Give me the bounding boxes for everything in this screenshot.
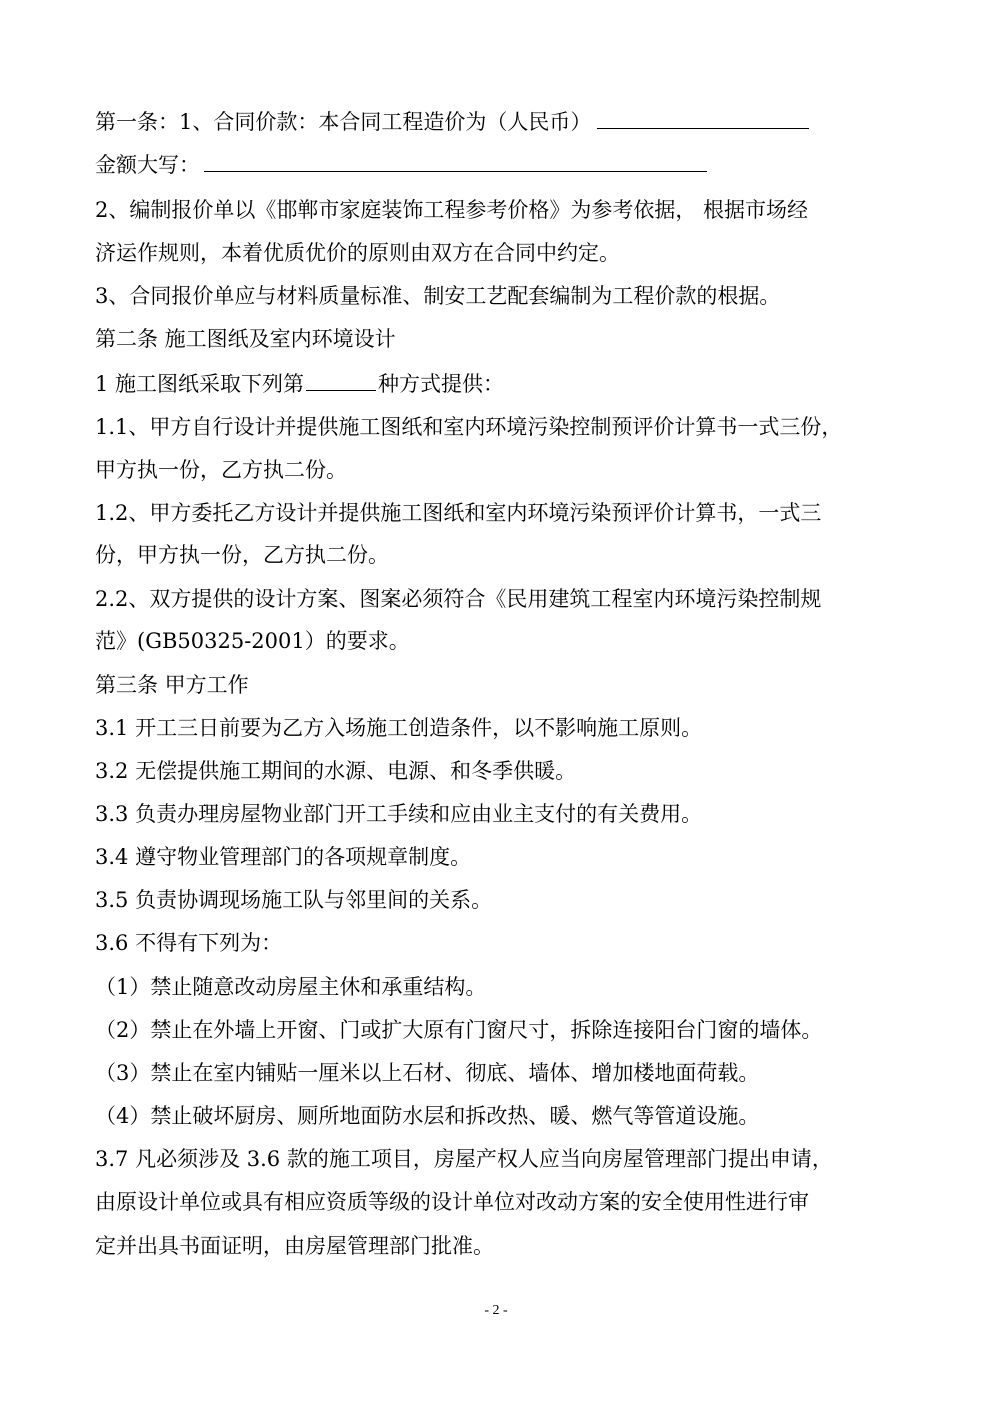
drawing-method-text-after: 种方式提供： [378,372,505,396]
list-item [95,973,486,1001]
paragraph-text: 2、编制报价单以《邯郸市家庭装饰工程参考价格》为参考依据， 根据市场经 [95,198,809,222]
section-heading [95,325,396,353]
amount-in-words-blank [204,150,707,172]
paragraph-line [95,282,780,310]
paragraph-text: 份，甲方执一份，乙方执二份。 [95,543,389,567]
paragraph-line [95,585,821,613]
paragraph-line [95,541,389,569]
clause-1-price-text: 第一条：1、合同价款：本合同工程造价为（人民币） [95,110,592,134]
section-heading-text: 第二条 施工图纸及室内环境设计 [95,327,396,351]
clause-1-price-line [95,107,809,136]
paragraph-line [95,714,702,742]
paragraph-text: 3、合同报价单应与材料质量标准、制安工艺配套编制为工程价款的根据。 [95,284,781,308]
amount-in-words-label: 金额大写： [95,153,200,177]
paragraph-line [95,456,347,484]
paragraph-text: 1.1、甲方自行设计并提供施工图纸和室内环境污染控制预评价计算书一式三份， [95,415,843,439]
paragraph-line [95,757,576,785]
paragraph-line [95,843,471,871]
price-blank [597,107,809,129]
paragraph-text: 3.4 遵守物业管理部门的各项规章制度。 [95,845,472,869]
paragraph-text: 3.5 负责协调现场施工队与邻里间的关系。 [95,888,493,912]
paragraph-text: 由原设计单位或具有相应资质等级的设计单位对改动方案的安全使用性进行审 [95,1190,809,1214]
paragraph-text: 3.1 开工三日前要为乙方入场施工创造条件，以不影响施工原则。 [95,716,703,740]
drawing-method-text-before: 1 施工图纸采取下列第 [95,372,305,396]
page-number: - 2 - [484,1303,508,1318]
list-item-text: （1）禁止随意改动房屋主休和承重结构。 [95,975,487,999]
paragraph-line [95,499,821,527]
list-item [95,1059,759,1087]
paragraph-line [95,929,282,957]
paragraph-line [95,196,808,224]
paragraph-line [95,413,842,441]
paragraph-line [95,627,410,655]
paragraph-line [95,1232,494,1260]
paragraph-text: 3.7 凡必须涉及 3.6 款的施工项目，房屋产权人应当向房屋管理部门提出申请， [95,1147,833,1171]
paragraph-text: 济运作规则，本着优质优价的原则由双方在合同中约定。 [95,241,620,265]
list-item [95,1102,759,1130]
drawing-method-line [95,369,504,398]
list-item-text: （4）禁止破坏厨房、厕所地面防水层和拆改热、暖、燃气等管道设施。 [95,1104,760,1128]
method-number-blank [306,369,376,391]
paragraph-text: 范》(GB50325-2001）的要求。 [95,629,410,653]
paragraph-line [95,1188,809,1216]
paragraph-line [95,886,492,914]
paragraph-text: 3.6 不得有下列为： [95,931,283,955]
paragraph-text: 1.2、甲方委托乙方设计并提供施工图纸和室内环境污染预评价计算书，一式三 [95,501,822,525]
paragraph-line [95,800,702,828]
list-item-text: （3）禁止在室内铺贴一厘米以上石材、彻底、墙体、增加楼地面荷载。 [95,1061,760,1085]
paragraph-line [95,239,620,267]
section-heading [95,671,249,699]
paragraph-text: 甲方执一份，乙方执二份。 [95,458,347,482]
paragraph-text: 定并出具书面证明，由房屋管理部门批准。 [95,1234,494,1258]
paragraph-text: 3.3 负责办理房屋物业部门开工手续和应由业主支付的有关费用。 [95,802,703,826]
paragraph-text: 3.2 无偿提供施工期间的水源、电源、和冬季供暖。 [95,759,577,783]
paragraph-text: 2.2、双方提供的设计方案、图案必须符合《民用建筑工程室内环境污染控制规 [95,587,822,611]
paragraph-line [95,1145,833,1173]
section-heading-text: 第三条 甲方工作 [95,673,249,697]
list-item [95,1016,822,1044]
amount-in-words-line [95,150,707,179]
list-item-text: （2）禁止在外墙上开窗、门或扩大原有门窗尺寸，拆除连接阳台门窗的墙体。 [95,1018,823,1042]
